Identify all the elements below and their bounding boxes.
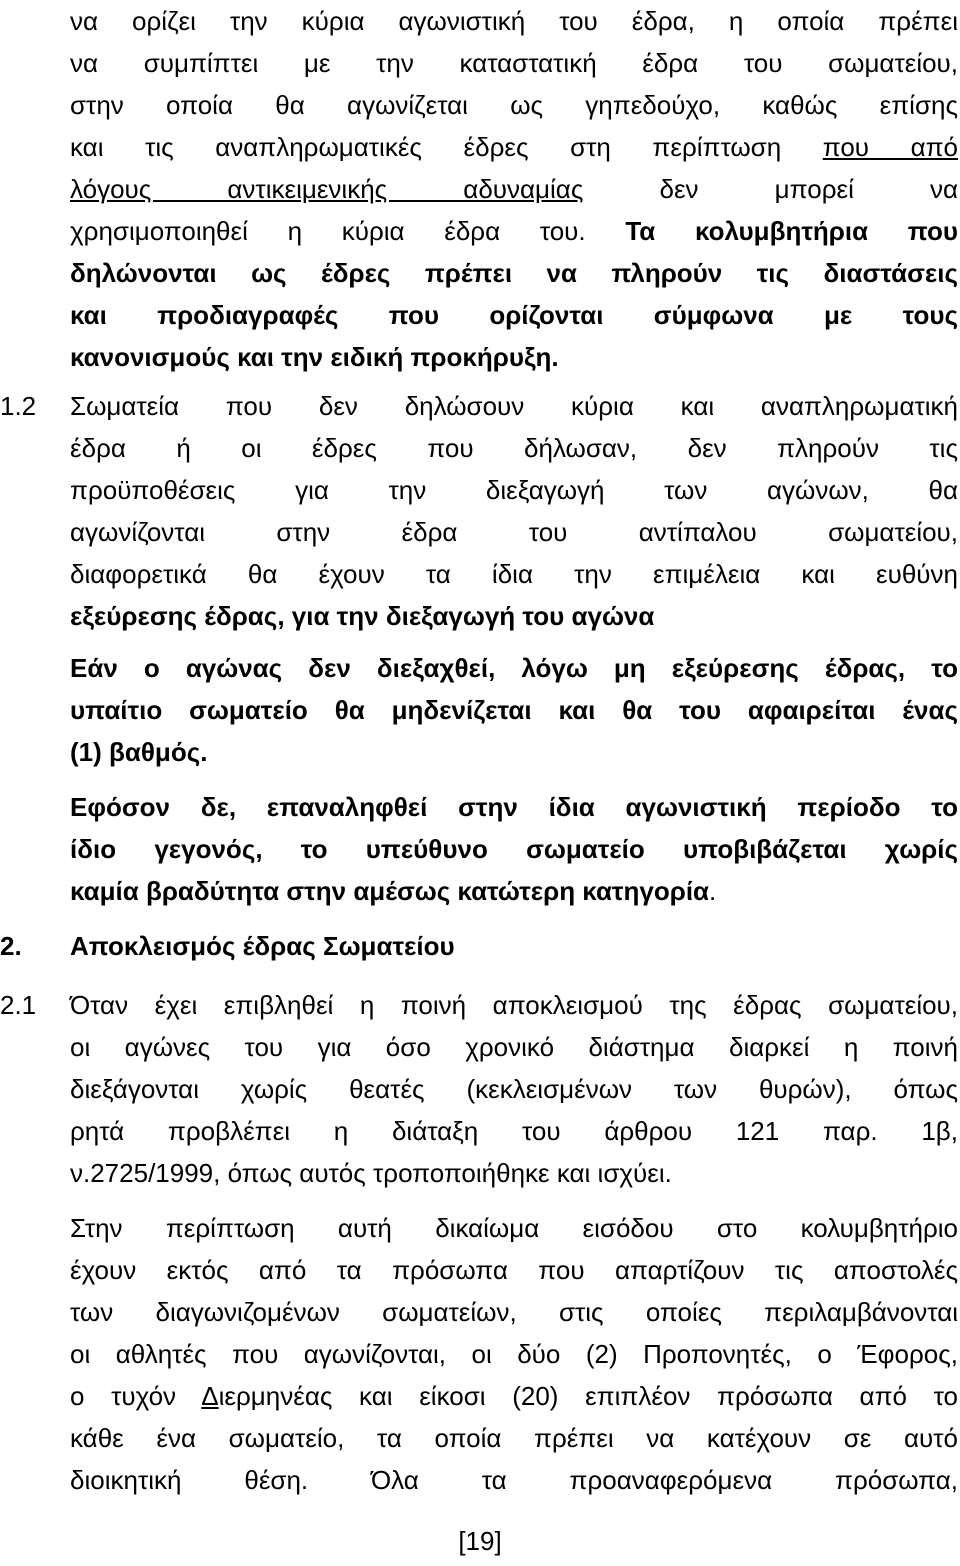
paragraph-repeat-offence xyxy=(70,786,958,912)
text-segment: ο τυχόν xyxy=(70,1381,202,1411)
page-number: [19] xyxy=(458,1526,502,1556)
text-line: να ορίζει την κύρια αγωνιστική του έδρα, η οποία πρέπει xyxy=(70,6,958,36)
text-line: Εφόσον δε, επαναληφθεί στην ίδια αγωνιστική περίοδο το xyxy=(70,792,958,822)
section-heading: Αποκλεισμός έδρας Σωματείου xyxy=(70,931,455,961)
paragraph-entry-rights xyxy=(70,1207,958,1501)
text-line: ίδιο γεγονός, το υπεύθυνο σωματείο υποβιβάζεται χωρίς xyxy=(70,834,958,864)
text-line: ν.2725/1999, όπως αυτός τροποποιήθηκε και ισχύει. xyxy=(70,1158,672,1188)
text-line: (1) βαθμός. xyxy=(70,737,208,767)
paragraph-section-2-1 xyxy=(70,984,958,1194)
text-line xyxy=(70,168,958,210)
text-line: προϋποθέσεις για την διεξαγωγή των αγώνων, θα xyxy=(70,475,958,505)
paragraph-no-venue xyxy=(70,647,958,773)
text-line: ρητά προβλέπει η διάταξη του άρθρου 121 παρ. 1β, xyxy=(70,1116,958,1146)
text-line: δηλώνονται ως έδρες πρέπει να πληρούν τις διαστάσεις xyxy=(70,258,958,288)
text-line: στην οποία θα αγωνίζεται ως γηπεδούχο, καθώς επίσης xyxy=(70,90,958,120)
text-line: κανονισμούς και την ειδική προκήρυξη. xyxy=(70,342,559,372)
paragraph-section-1-2 xyxy=(70,385,958,637)
text-line xyxy=(70,126,958,168)
text-line: κάθε ένα σωματείο, τα οποία πρέπει να κατέχουν σε αυτό xyxy=(70,1423,958,1453)
text-segment: ιερμηνέας και είκοσι (20) επιπλέον πρόσωπα από το xyxy=(218,1381,958,1411)
text-line: Σωματεία που δεν δηλώσουν κύρια και αναπληρωματική xyxy=(70,391,958,421)
text-line xyxy=(70,870,958,912)
text-segment: και τις αναπληρωματικές έδρες στη περίπτωση xyxy=(70,132,823,162)
text-segment: καμία βραδύτητα στην αμέσως κατώτερη κατηγορία xyxy=(70,876,710,906)
text-line: οι αθλητές που αγωνίζονται, οι δύο (2) Προπονητές, ο Έφορος, xyxy=(70,1339,958,1369)
section-number: 2.1 xyxy=(0,990,37,1020)
text-line: έχουν εκτός από τα πρόσωπα που απαρτίζουν τις αποστολές xyxy=(70,1255,958,1285)
underlined-text: Δ xyxy=(201,1381,219,1411)
text-line: εξεύρεσης έδρας, για την διεξαγωγή του αγώνα xyxy=(70,601,655,631)
text-line: να συμπίπτει με την καταστατική έδρα του σωματείου, xyxy=(70,48,958,78)
paragraph-main-venue xyxy=(70,0,958,378)
section-number: 1.2 xyxy=(0,391,37,421)
text-line: έδρα ή οι έδρες που δήλωσαν, δεν πληρούν τις xyxy=(70,433,958,463)
text-segment: χρησιμοποιηθεί η κύρια έδρα του. xyxy=(70,216,586,246)
heading-number: 2. xyxy=(0,931,22,961)
text-line: των διαγωνιζομένων σωματείων, στις οποίες περιλαμβάνονται xyxy=(70,1297,958,1327)
text-segment: δεν μπορεί να xyxy=(583,174,958,204)
text-line xyxy=(70,1375,958,1417)
text-line: διεξάγονται χωρίς θεατές (κεκλεισμένων των θυρών), όπως xyxy=(70,1074,958,1104)
text-line xyxy=(70,210,958,252)
text-line: αγωνίζονται στην έδρα του αντίπαλου σωματείου, xyxy=(70,517,958,547)
underlined-text: που από xyxy=(822,132,959,162)
text-line: και προδιαγραφές που ορίζονται σύμφωνα με τους xyxy=(70,300,958,330)
text-line: διοικητική θέση. Όλα τα προαναφερόμενα πρόσωπα, xyxy=(70,1465,958,1495)
text-line: Εάν ο αγώνας δεν διεξαχθεί, λόγω μη εξεύρεσης έδρας, το xyxy=(70,653,958,683)
underlined-text: λόγους αντικειμενικής αδυναμίας xyxy=(70,174,584,204)
text-line: διαφορετικά θα έχουν τα ίδια την επιμέλεια και ευθύνη xyxy=(70,559,958,589)
text-segment: Τα κολυμβητήρια που xyxy=(585,216,958,246)
text-segment: . xyxy=(709,876,717,906)
text-line: Στην περίπτωση αυτή δικαίωμα εισόδου στο κολυμβητήριο xyxy=(70,1213,958,1243)
text-line: Όταν έχει επιβληθεί η ποινή αποκλεισμού της έδρας σωματείου, xyxy=(70,990,958,1020)
text-line: υπαίτιο σωματείο θα μηδενίζεται και θα του αφαιρείται ένας xyxy=(70,695,958,725)
text-line: οι αγώνες του για όσο χρονικό διάστημα διαρκεί η ποινή xyxy=(70,1032,958,1062)
